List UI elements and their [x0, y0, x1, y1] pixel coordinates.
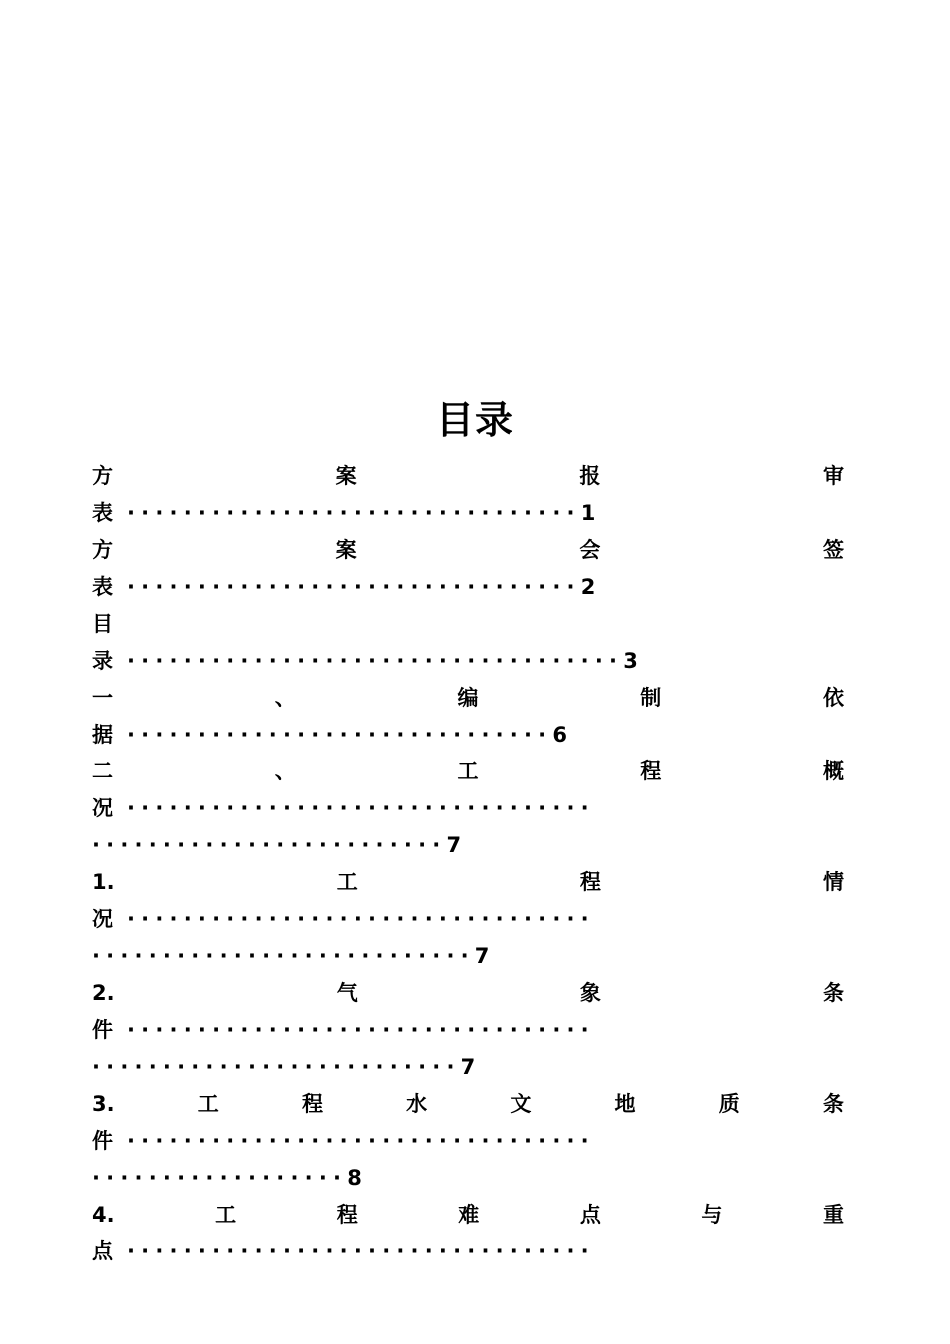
toc-char: 方: [92, 464, 113, 488]
toc-char: 程: [301, 1092, 323, 1116]
toc-char: 气: [336, 981, 358, 1005]
toc-entry-line[interactable]: [92, 535, 844, 565]
toc-char: 案: [335, 464, 357, 488]
toc-char: 工: [457, 759, 479, 783]
toc-leader-dots: ·································: [127, 907, 595, 931]
toc-entry-line[interactable]: [92, 720, 567, 750]
toc-char: 况: [92, 796, 113, 820]
toc-entry-line[interactable]: [92, 978, 844, 1008]
toc-entry-line[interactable]: [92, 1052, 475, 1082]
toc-entry-line[interactable]: [92, 498, 595, 528]
toc-page-number: 2: [580, 575, 596, 599]
toc-char: 编: [457, 686, 479, 710]
toc-entry-line[interactable]: [92, 609, 113, 639]
toc-char: 、: [274, 686, 296, 710]
toc-char: 况: [92, 907, 113, 931]
toc-char: 工: [215, 1203, 237, 1227]
toc-page-number: 7: [446, 833, 462, 857]
toc-entry-line[interactable]: [92, 1236, 595, 1266]
toc-entry-line[interactable]: [92, 867, 844, 897]
toc-char: 、: [274, 759, 296, 783]
toc-char: 件: [92, 1129, 113, 1153]
toc-char: 审: [822, 464, 844, 488]
toc-entry-line[interactable]: [92, 646, 638, 676]
toc-char: 件: [92, 1018, 113, 1042]
toc-char: 方: [92, 538, 113, 562]
toc-leader-dots: ·································: [127, 1018, 595, 1042]
toc-char: 点: [579, 1203, 601, 1227]
toc-entry-line[interactable]: [92, 904, 595, 934]
toc-char: 地: [614, 1092, 636, 1116]
toc-entry-line[interactable]: [92, 1126, 595, 1156]
toc-char: 条: [822, 1092, 844, 1116]
toc-leader-dots: ································: [127, 501, 581, 525]
toc-char: 二: [92, 759, 113, 783]
toc-page-number: 1: [580, 501, 596, 525]
toc-char: 程: [336, 1203, 358, 1227]
toc-char: 程: [579, 870, 601, 894]
toc-char: 报: [579, 464, 601, 488]
toc-entry-line[interactable]: [92, 1200, 844, 1230]
toc-char: 点: [92, 1239, 113, 1263]
toc-char: 1.: [92, 870, 115, 894]
toc-leader-dots: ···························: [92, 944, 475, 968]
toc-char: 概: [823, 759, 844, 783]
toc-leader-dots: ·························: [92, 833, 447, 857]
toc-leader-dots: ·································: [127, 1239, 595, 1263]
toc-char: 2.: [92, 981, 115, 1005]
toc-leader-dots: ······························: [127, 723, 553, 747]
toc-page-number: 7: [474, 944, 490, 968]
toc-char: 表: [92, 501, 113, 525]
toc-page-number: 6: [552, 723, 567, 747]
toc-page-number: 8: [347, 1166, 362, 1190]
toc-char: 一: [92, 686, 113, 710]
toc-char: 表: [92, 575, 113, 599]
toc-char: 目: [92, 612, 113, 636]
page-title: 目录: [435, 397, 514, 442]
toc-entry-line[interactable]: [92, 941, 489, 971]
toc-char: 签: [822, 538, 844, 562]
toc-char: 与: [701, 1203, 723, 1227]
toc-leader-dots: ··················: [92, 1166, 348, 1190]
toc-leader-dots: ································: [127, 575, 581, 599]
toc-char: 工: [336, 870, 358, 894]
toc-char: 案: [335, 538, 357, 562]
toc-char: 工: [197, 1092, 219, 1116]
toc-char: 制: [640, 686, 662, 710]
toc-page-number: 3: [623, 649, 638, 673]
toc-char: 录: [92, 649, 113, 673]
toc-entry-line[interactable]: [92, 461, 844, 491]
toc-entry-line[interactable]: [92, 1089, 844, 1119]
toc-entry-line[interactable]: [92, 830, 461, 860]
toc-char: 象: [579, 981, 601, 1005]
toc-char: 重: [822, 1203, 844, 1227]
toc-char: 情: [822, 870, 844, 894]
toc-entry-line[interactable]: [92, 793, 595, 823]
toc-char: 3.: [92, 1092, 115, 1116]
toc-char: 难: [458, 1203, 480, 1227]
toc-char: 质: [718, 1092, 740, 1116]
toc-char: 会: [579, 538, 601, 562]
toc-leader-dots: ·································: [127, 796, 595, 820]
toc-char: 条: [822, 981, 844, 1005]
toc-char: 文: [510, 1092, 532, 1116]
toc-page-number: 7: [460, 1055, 476, 1079]
toc-leader-dots: ··························: [92, 1055, 461, 1079]
toc-entry-line[interactable]: [92, 1163, 362, 1193]
toc-char: 程: [640, 759, 662, 783]
toc-entry-line[interactable]: [92, 756, 844, 786]
toc-leader-dots: ···································: [127, 649, 624, 673]
toc-entry-line[interactable]: [92, 1015, 595, 1045]
toc-entry-line[interactable]: [92, 572, 595, 602]
toc-char: 据: [92, 723, 113, 747]
toc-char: 水: [406, 1092, 428, 1116]
toc-leader-dots: ·································: [127, 1129, 595, 1153]
toc-char: 依: [823, 686, 844, 710]
toc-entry-line[interactable]: [92, 683, 844, 713]
toc-char: 4.: [92, 1203, 115, 1227]
